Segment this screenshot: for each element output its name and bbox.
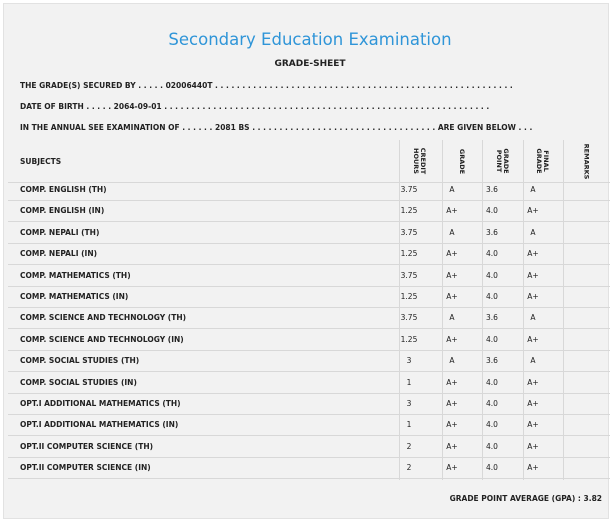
credit-hours-cell: 2 [406, 441, 412, 451]
grade-cell: A+ [446, 249, 458, 259]
table-row [8, 265, 610, 287]
final-grade-cell: A+ [527, 420, 539, 430]
gpa-summary: GRADE POINT AVERAGE (GPA) : 3.82 [449, 494, 602, 503]
table-row [8, 372, 610, 394]
grade-point-cell: 4.0 [486, 206, 498, 216]
table-row [8, 414, 610, 436]
final-grade-header: FINAL GRADE [535, 148, 550, 174]
remarks-cell [560, 265, 598, 286]
table-header [8, 140, 610, 183]
table-row [8, 329, 610, 351]
subject-cell: OPT.I ADDITIONAL MATHEMATICS (TH) [20, 399, 181, 408]
table-row [8, 200, 610, 222]
table-row [8, 179, 610, 201]
credit-hours-cell: 1.25 [400, 206, 418, 216]
remarks-cell [560, 222, 598, 243]
final-grade-cell: A+ [527, 270, 539, 280]
subject-cell: OPT.II COMPUTER SCIENCE (TH) [20, 441, 154, 451]
subjects-header: SUBJECTS [20, 157, 62, 166]
grade-point-cell: 4.0 [486, 334, 498, 344]
column-divider [482, 140, 483, 480]
subject-cell: COMP. ENGLISH (TH) [20, 185, 107, 194]
final-grade-cell: A+ [527, 334, 539, 344]
final-grade-cell: A+ [527, 399, 539, 408]
credit-hours-cell: 3.75 [400, 270, 418, 280]
table-row [8, 393, 610, 415]
grade-cell: A+ [446, 206, 458, 216]
column-divider [399, 140, 400, 480]
subject-cell: COMP. NEPALI (IN) [20, 249, 98, 259]
column-divider [563, 140, 564, 480]
secured-by-line: THE GRADE(S) SECURED BY . . . . . 02006440T . . . . . . . . . . . . . . . . . . . . . . . . . . . . . . . . . . . . . . . . . . . . . . . . . . . . . . . [20, 81, 513, 90]
date-of-birth-line: DATE OF BIRTH . . . . . 2064-09-01 . . . . . . . . . . . . . . . . . . . . . . . . . . . . . . . . . . . . . . . . . . . . . . . . . . . . . . . . . . . . [20, 102, 490, 111]
subject-cell: COMP. SOCIAL STUDIES (TH) [20, 356, 140, 366]
remarks-cell [560, 457, 598, 478]
column-divider [442, 140, 443, 480]
subject-cell: COMP. SOCIAL STUDIES (IN) [20, 377, 137, 387]
grade-point-header: GRADE POINT [495, 148, 510, 174]
grade-cell: A+ [446, 399, 458, 408]
grade-point-cell: 4.0 [486, 249, 498, 259]
final-grade-cell: A [530, 227, 536, 237]
final-grade-cell: A+ [527, 377, 539, 387]
table-row [8, 243, 610, 265]
grade-point-cell: 3.6 [486, 185, 498, 194]
grade-point-cell: 4.0 [486, 399, 498, 408]
credit-hours-header: CREDIT HOURS [412, 147, 427, 175]
grade-point-cell: 4.0 [486, 377, 498, 387]
credit-hours-cell: 1 [406, 377, 412, 387]
final-grade-cell: A [530, 356, 536, 366]
credit-hours-cell: 3.75 [400, 227, 418, 237]
grade-cell: A+ [446, 377, 458, 387]
grade-cell: A+ [446, 270, 458, 280]
final-grade-cell: A+ [527, 292, 539, 301]
remarks-cell [560, 200, 598, 221]
final-grade-cell: A+ [527, 463, 539, 473]
remarks-cell [560, 350, 598, 371]
grade-cell: A+ [446, 441, 458, 451]
table-row [8, 350, 610, 372]
exam-line: IN THE ANNUAL SEE EXAMINATION OF . . . . . . 2081 BS . . . . . . . . . . . . . . . . . . . . . . . . . . . . . . . . . . ARE GIVEN BELOW . . . [20, 123, 533, 132]
remarks-cell [560, 286, 598, 307]
remarks-cell [560, 307, 598, 328]
grade-cell: A+ [446, 292, 458, 301]
grade-point-cell: 3.6 [486, 356, 498, 366]
table-row [8, 457, 610, 479]
credit-hours-cell: 3 [406, 399, 412, 408]
grade-sheet-heading: GRADE-SHEET [274, 59, 346, 69]
table-row [8, 286, 610, 308]
subject-cell: COMP. SCIENCE AND TECHNOLOGY (IN) [20, 334, 184, 344]
final-grade-cell: A+ [527, 441, 539, 451]
subject-cell: OPT.II COMPUTER SCIENCE (IN) [20, 463, 151, 473]
final-grade-cell: A+ [527, 206, 539, 216]
final-grade-cell: A+ [527, 249, 539, 259]
grade-cell: A [449, 356, 455, 366]
subject-cell: COMP. NEPALI (TH) [20, 227, 100, 237]
grade-cell: A+ [446, 420, 458, 430]
credit-hours-cell: 1 [406, 420, 412, 430]
subject-cell: COMP. MATHEMATICS (TH) [20, 270, 131, 280]
grade-cell: A+ [446, 463, 458, 473]
grade-point-cell: 3.6 [486, 313, 498, 323]
grade-cell: A [449, 227, 455, 237]
remarks-header: REMARKS [582, 143, 591, 179]
credit-hours-cell: 3.75 [400, 313, 418, 323]
grade-cell: A [449, 185, 455, 194]
final-grade-cell: A [530, 313, 536, 323]
credit-hours-cell: 1.25 [400, 249, 418, 259]
subject-cell: COMP. SCIENCE AND TECHNOLOGY (TH) [20, 313, 187, 323]
table-row [8, 307, 610, 329]
credit-hours-cell: 2 [406, 463, 412, 473]
remarks-cell [560, 329, 598, 350]
grade-point-cell: 4.0 [486, 270, 498, 280]
remarks-cell [560, 436, 598, 457]
table-row [8, 436, 610, 458]
remarks-cell [560, 414, 598, 435]
subject-cell: COMP. ENGLISH (IN) [20, 206, 105, 216]
credit-hours-cell: 3 [406, 356, 412, 366]
grade-point-cell: 3.6 [486, 227, 498, 237]
remarks-cell [560, 372, 598, 393]
page-title: Secondary Education Examination [168, 30, 452, 49]
grade-point-cell: 4.0 [486, 441, 498, 451]
credit-hours-cell: 3.75 [400, 185, 418, 194]
column-divider [523, 140, 524, 480]
remarks-cell [560, 243, 598, 264]
grade-point-cell: 4.0 [486, 420, 498, 430]
grade-cell: A [449, 313, 455, 323]
grade-cell: A+ [446, 334, 458, 344]
credit-hours-cell: 1.25 [400, 334, 418, 344]
subject-cell: OPT.I ADDITIONAL MATHEMATICS (IN) [20, 420, 179, 430]
grade-point-cell: 4.0 [486, 292, 498, 301]
grade-header: GRADE [458, 148, 467, 174]
remarks-cell [560, 393, 598, 414]
table-row [8, 222, 610, 244]
final-grade-cell: A [530, 185, 536, 194]
credit-hours-cell: 1.25 [400, 292, 418, 301]
remarks-cell [560, 179, 598, 200]
subject-cell: COMP. MATHEMATICS (IN) [20, 292, 129, 301]
grade-point-cell: 4.0 [486, 463, 498, 473]
